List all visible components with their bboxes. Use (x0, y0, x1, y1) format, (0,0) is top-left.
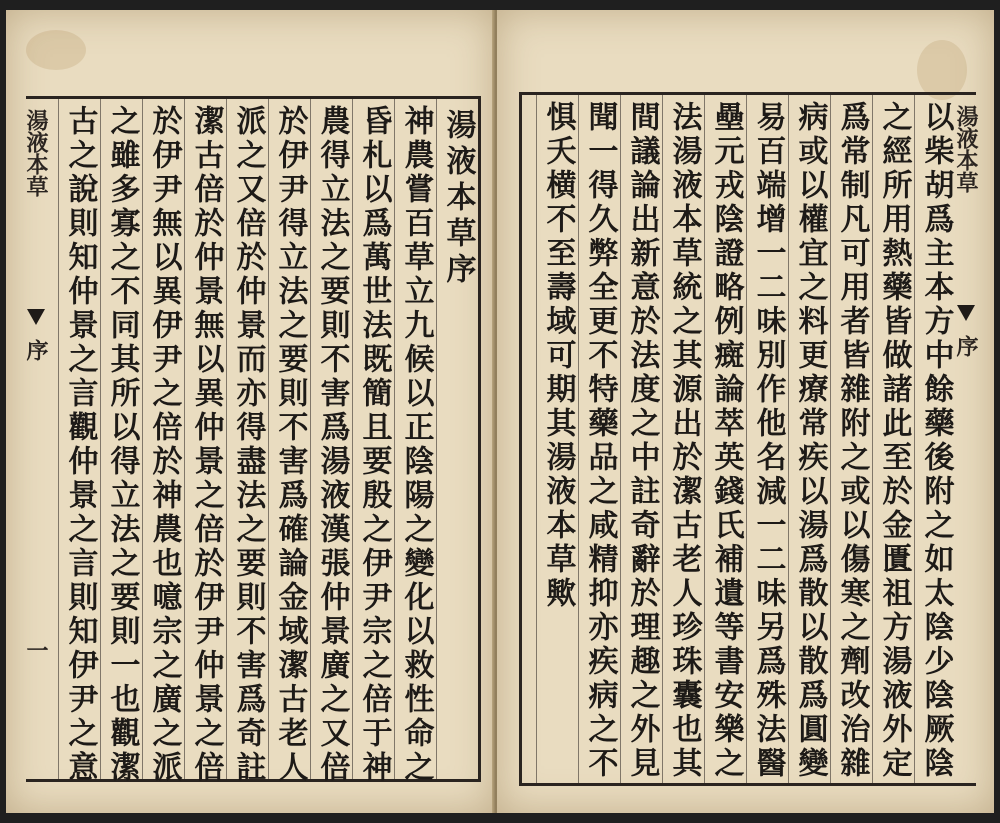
right-banxin (953, 95, 979, 783)
text-column (746, 95, 788, 783)
right-page-frame (519, 92, 979, 786)
paper-stain (917, 40, 967, 100)
text-column (578, 95, 620, 783)
column-text: 惧夭横不至壽域可期其湯液本草歟 (540, 101, 576, 611)
column-text: 潔古倍於仲景無以異仲景之倍於伊尹仲景之倍 (188, 105, 224, 785)
column-text: 爲常制凡可用者皆雜附之或以傷寒之劑改治雜 (834, 101, 870, 781)
text-column (184, 99, 226, 785)
column-text: 間議論出新意於法度之中註奇辭於理趣之外見 (624, 101, 660, 781)
text-column (142, 99, 184, 785)
left-banxin-title: 湯液本草 (23, 109, 49, 197)
column-text: 派之又倍於仲景而亦得盡法之要則不害爲奇註 (230, 105, 266, 785)
column-text: 之雖多寡之不同其所以得立法之要則一也觀潔 (104, 105, 140, 785)
text-column (100, 99, 142, 785)
text-column (830, 95, 872, 783)
column-text: 病或以權宜之料更療常疾以湯爲散以散爲圓變 (792, 101, 828, 781)
text-column (268, 99, 310, 785)
column-text: 於伊尹得立法之要則不害爲確論金域潔古老人 (272, 105, 308, 785)
left-banxin-label: 序 (23, 339, 49, 361)
text-column (436, 99, 478, 779)
column-text: 以柴胡爲主本方中餘藥後附之如太陰少陰厥陰 (918, 101, 954, 781)
text-column (662, 95, 704, 783)
preface-title: 湯液本草序 (440, 109, 476, 289)
left-banxin-folio: 一 (23, 639, 49, 661)
text-column (58, 99, 100, 785)
text-column (394, 99, 436, 785)
paper-stain (26, 30, 86, 70)
text-column (788, 95, 830, 783)
column-text: 昏札以爲萬世法既簡且要殷之伊尹宗之倍于神 (356, 105, 392, 785)
column-text: 於伊尹無以異伊尹之倍於神農也噫宗之廣之派 (146, 105, 182, 785)
column-text: 農得立法之要則不害爲湯液漢張仲景廣之又倍 (314, 105, 350, 785)
text-column (704, 95, 746, 783)
right-banxin-label: 序 (953, 335, 979, 357)
text-column (226, 99, 268, 785)
text-column (536, 95, 578, 783)
left-banxin (23, 99, 49, 779)
column-text: 聞一得久弊全更不特藥品之咸精抑亦疾病之不 (582, 101, 618, 781)
column-text: 壘元戎陰證略例癍論萃英錢氏補遺等書安樂之 (708, 101, 744, 781)
text-column (914, 95, 956, 783)
fish-tail-mark-icon (957, 305, 975, 321)
text-column (310, 99, 352, 785)
column-text: 神農嘗百草立九候以正陰陽之變化以救性命之 (398, 105, 434, 785)
column-text: 之經所用熱藥皆做諸此至於金匱祖方湯液外定 (876, 101, 912, 781)
column-text: 法湯液本草統之其源出於潔古老人珍珠囊也其 (666, 101, 702, 781)
text-column (352, 99, 394, 785)
column-text: 易百端增一二味別作他名減一二味另爲殊法醫 (750, 101, 786, 781)
right-page (497, 10, 994, 813)
left-page (6, 10, 494, 813)
column-text: 古之說則知仲景之言觀仲景之言則知伊尹之意 (62, 105, 98, 785)
text-column (872, 95, 914, 783)
right-text-columns (536, 95, 956, 783)
left-text-columns (58, 99, 478, 785)
right-banxin-title: 湯液本草 (953, 105, 979, 193)
text-column (620, 95, 662, 783)
fish-tail-mark-icon (27, 309, 45, 325)
left-page-frame (23, 96, 481, 785)
